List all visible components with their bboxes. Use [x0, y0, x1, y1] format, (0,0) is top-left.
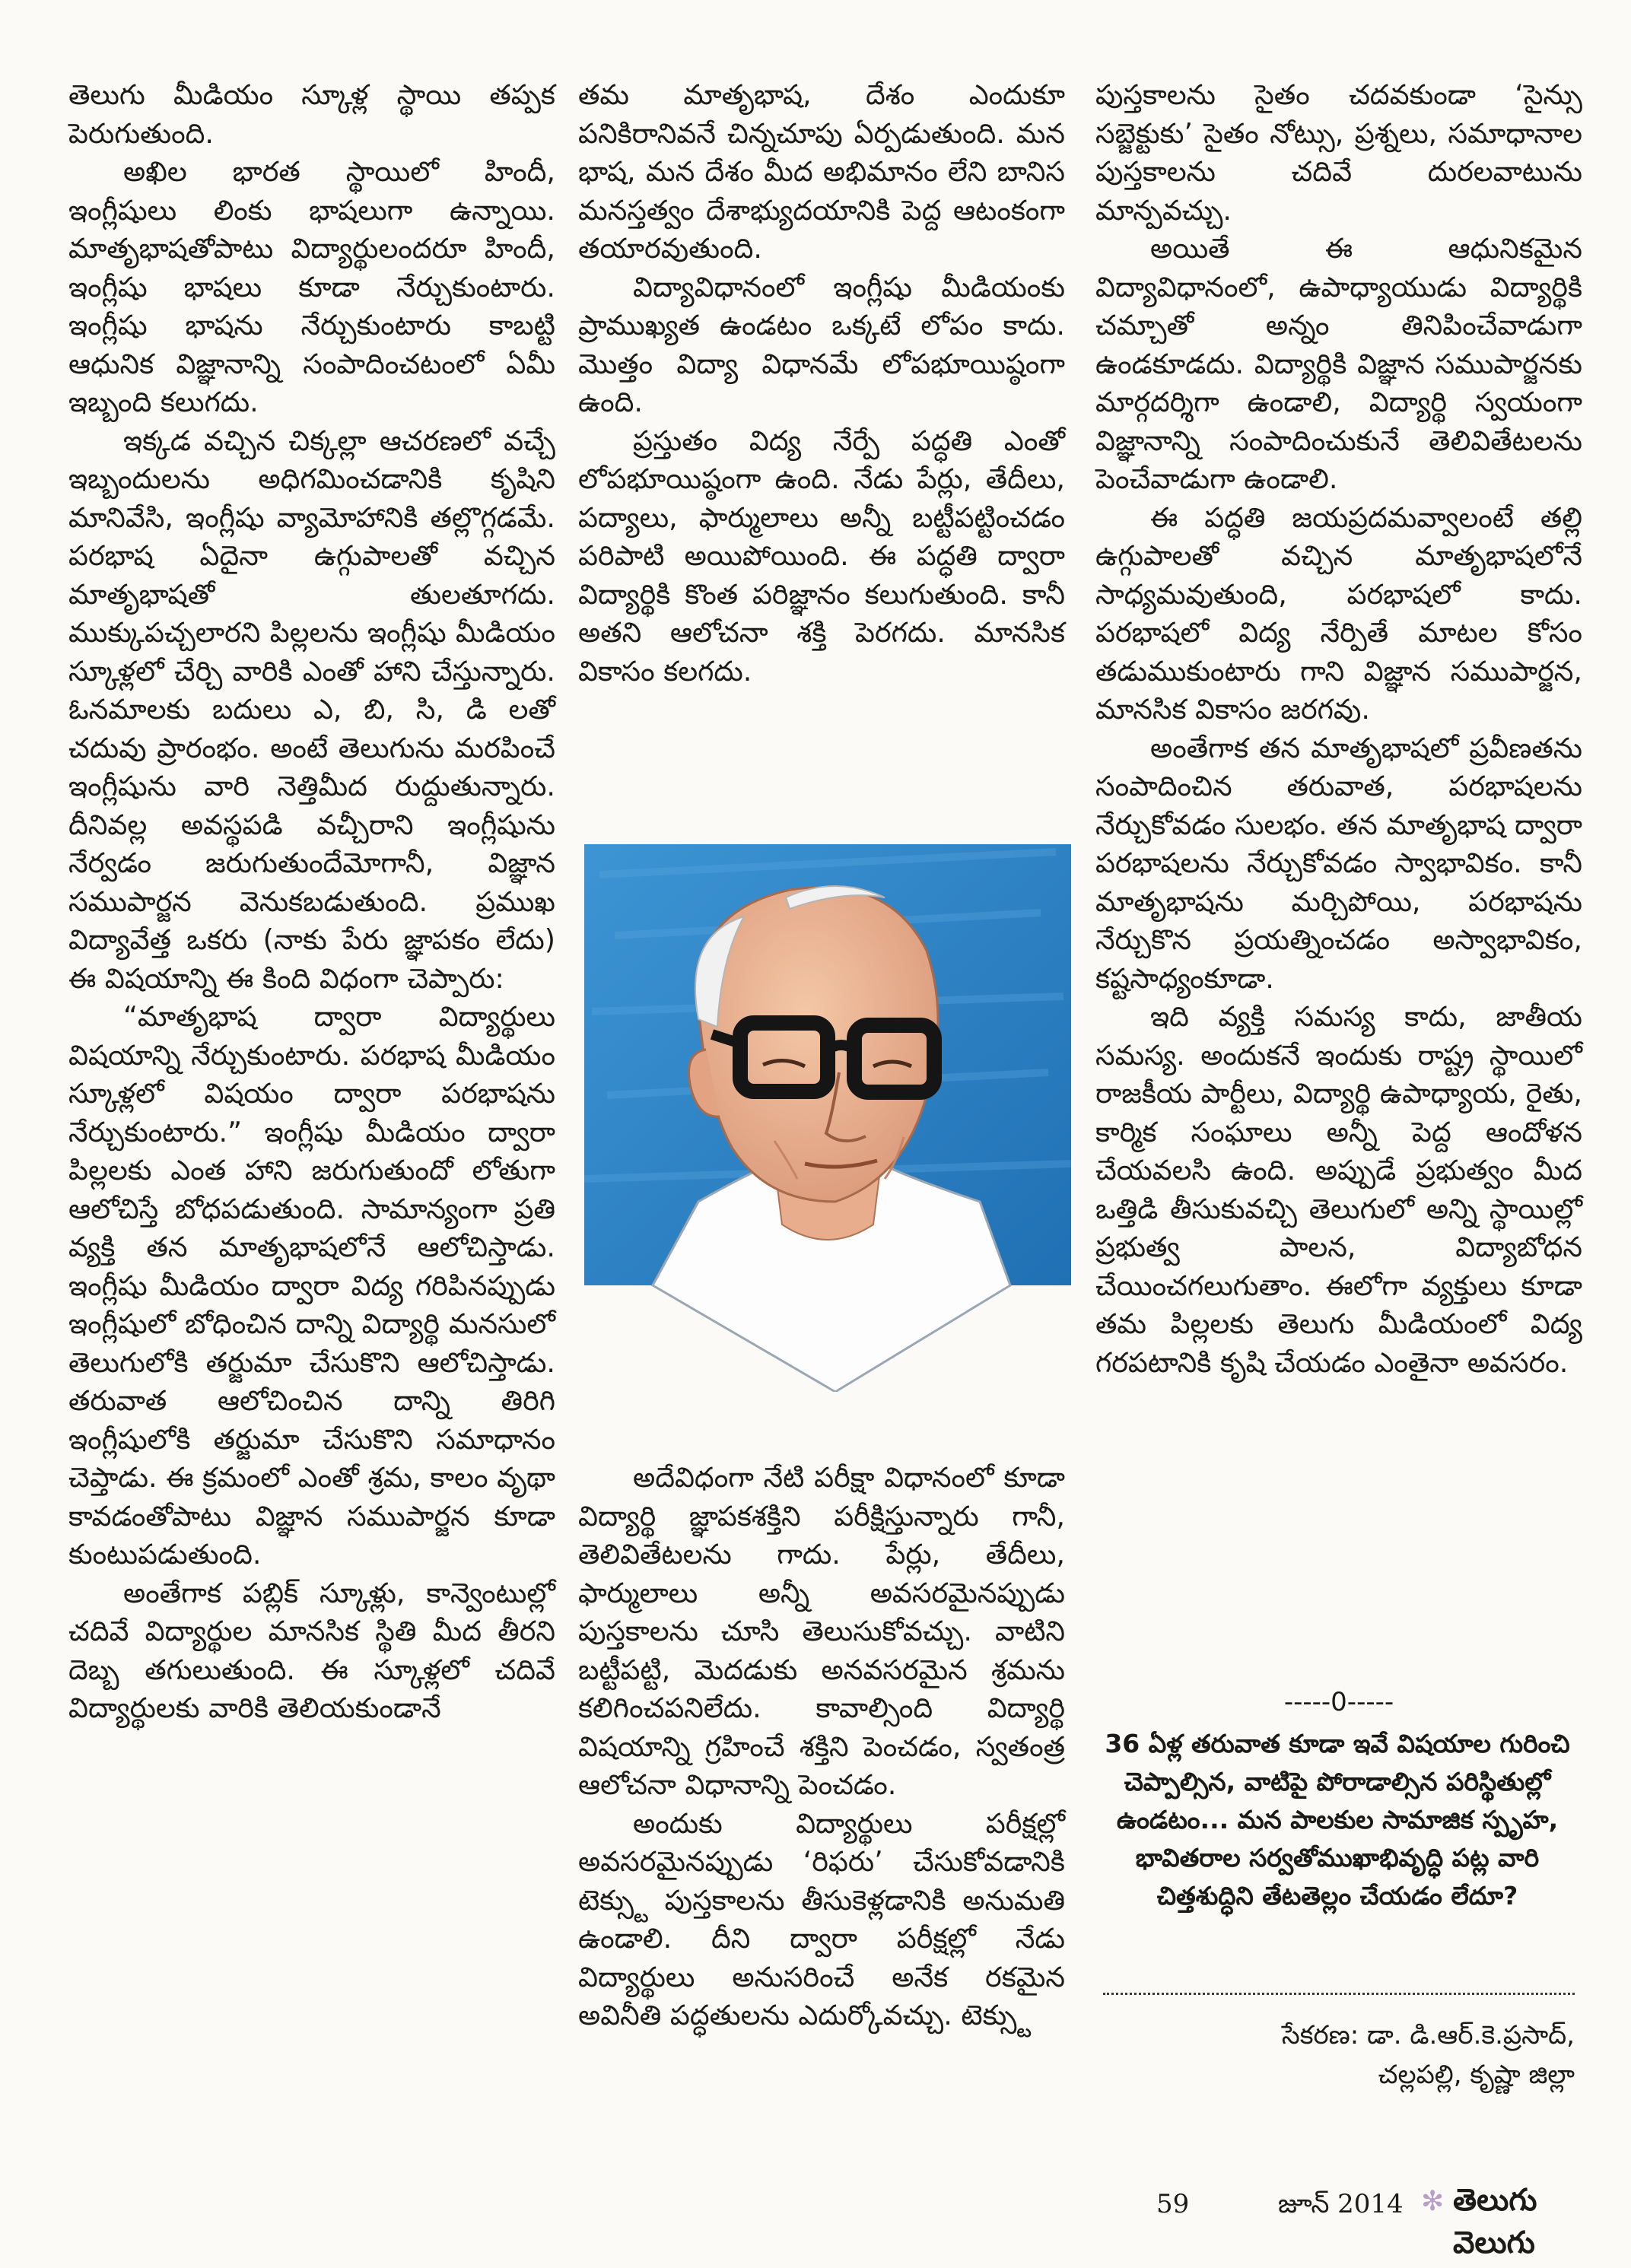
- credit-block: [1103, 2015, 1575, 2095]
- paragraph: అంతేగాక పబ్లిక్ స్కూళ్లు, కాన్వెంటుల్లో చదివే విద్యార్థుల మానసిక స్థితి మీద తీరని దెబ్బ తగులుతుంది. ఈ స్కూళ్లలో చదివే విద్యార్థులకు వారికి తెలియకుండానే: [68, 1576, 555, 1724]
- paragraph: “మాతృభాష ద్వారా విద్యార్థులు విషయాన్ని నేర్చుకుంటారు. పరభాష మీడియం స్కూళ్లలో విషయం ద్వారా పరభాషను నేర్చుకుంటారు.” ఇంగ్లీషు మీడియం ద్వారా పిల్లలకు ఎంత హాని జరుగుతుందో లోతుగా ఆలోచిస్తే బోధపడుతుంది. సామాన్యంగా ప్రతి వ్యక్తి తన మాతృభాషలోనే ఆలోచిస్తాడు. ఇంగ్లీషు మీడియం ద్వారా విద్య గరిపినప్పుడు ఇంగ్లీషులో బోధించిన దాన్ని విద్యార్థి మనసులో తెలుగులోకి తర్జుమా చేసుకొని ఆలోచిస్తాడు. తరువాత ఆలోచించిన దాన్ని తిరిగి ఇంగ్లీషులోకి తర్జుమా చేసుకొని సమాధానం చెప్తాడు. ఈ క్రమంలో ఎంతో శ్రమ, కాలం వృథా కావడంతోపాటు విజ్ఞాన సముపార్జన కూడా కుంటుపడుతుంది.: [68, 1000, 555, 1571]
- callout-rule: [1103, 1993, 1575, 1995]
- article-column-1: [68, 76, 555, 1728]
- paragraph: అయితే ఈ ఆధునికమైన విద్యావిధానంలో, ఉపాధ్యాయుడు విద్యార్థికి చమ్చాతో అన్నం తినిపించేవాడుగా ఉండకూడదు. విద్యార్థికి విజ్ఞాన సముపార్జనకు మార్గదర్శిగా ఉండాలి, విద్యార్థి స్వయంగా విజ్ఞానాన్ని సంపాదించుకునే తెలివితేటలను పెంచేవాడుగా ఉండాలి.: [1095, 232, 1582, 495]
- callout-box: 36 ఏళ్ల తరువాత కూడా ఇవే విషయాల గురించి చెప్పాల్సిన, వాటిపై పోరాడాల్సిన పరిస్థితుల్లో ఉండటం... మన పాలకుల సామాజిక స్పృహ, భావితరాల సర్వతోముఖాభివృద్ధి పట్ల వారి చిత్తశుద్ధిని తేటతెల్లం చేయడం లేదూ?: [1105, 1729, 1570, 1911]
- section-divider: -----0-----: [1283, 1687, 1394, 1717]
- paragraph: అంతేగాక తన మాతృభాషలో ప్రవీణతను సంపాదించిన తరువాత, పరభాషలను నేర్చుకోవడం సులభం. తన మాతృభాష ద్వారా పరభాషలను నేర్చుకోవడం స్వాభావికం. కానీ మాతృభాషను మర్చిపోయి, పరభాషను నేర్చుకొన ప్రయత్నించడం అస్వాభావికం, కష్టసాధ్యంకూడా.: [1095, 731, 1582, 995]
- page-number: 59: [1156, 2189, 1190, 2219]
- page-footer: [1095, 2183, 1598, 2260]
- paragraph: అఖిల భారత స్థాయిలో హిందీ, ఇంగ్లీషులు లింకు భాషలుగా ఉన్నాయి. మాతృభాషతోపాటు విద్యార్థులందరూ హిందీ, ఇంగ్లీషు భాషలు కూడా నేర్చుకుంటారు. ఇంగ్లీషు భాషను నేర్చుకుంటారు కాబట్టి ఆధునిక విజ్ఞానాన్ని సంపాదించటంలో ఏమీ ఇబ్బంది కలుగదు.: [68, 155, 555, 418]
- paragraph: అదేవిధంగా నేటి పరీక్షా విధానంలో కూడా విద్యార్థి జ్ఞాపకశక్తిని పరీక్షిస్తున్నారు గానీ, తెలివితేటలను గాదు. పేర్లు, తేదీలు, ఫార్ములాలు అన్నీ అవసరమైనప్పుడు పుస్తకాలను చూసి తెలుసుకోవచ్చు. వాటిని బట్టీపట్టి, మెదడుకు అనవసరమైన శ్రమను కలిగించపనిలేదు. కావాల్సింది విద్యార్థి విషయాన్ని గ్రహించే శక్తిని పెంచడం, స్వతంత్ర ఆలోచనా విధానాన్ని పెంచడం.: [578, 1461, 1065, 1801]
- flower-icon: ✻: [1421, 2186, 1445, 2217]
- paragraph: ఈ పద్ధతి జయప్రదమవ్వాలంటే తల్లి ఉగ్గుపాలతో వచ్చిన మాతృభాషలోనే సాధ్యమవుతుంది, పరభాషలో కాదు. పరభాషలో విద్య నేర్పితే మాటల కోసం తడుముకుంటారు గాని విజ్ఞాన సముపార్జన, మానసిక వికాసం జరగవు.: [1095, 500, 1582, 726]
- article-column-3: [1095, 76, 1582, 1382]
- portrait-illustration: [584, 844, 1071, 1392]
- portrait-drawing: [584, 844, 1071, 1392]
- paragraph: పుస్తకాలను సైతం చదవకుండా ‘సైన్సు సబ్జెక్టుకు’ సైతం నోట్సు, ప్రశ్నలు, సమాధానాల పుస్తకాలను చదివే దురలవాటును మాన్పవచ్చు.: [1095, 78, 1582, 227]
- paragraph: తమ మాతృభాష, దేశం ఎందుకూ పనికిరానివనే చిన్నచూపు ఏర్పడుతుంది. మన భాష, మన దేశం మీద అభిమానం లేని బానిస మనస్తత్వం దేశాభ్యుదయానికి పెద్ద ఆటంకంగా తయారవుతుంది.: [578, 78, 1065, 265]
- paragraph: ప్రస్తుతం విద్య నేర్పే పద్ధతి ఎంతో లోపభూయిష్ఠంగా ఉంది. నేడు పేర్లు, తేదీలు, పద్యాలు, ఫార్ములాలు అన్నీ బట్టీపట్టించడం పరిపాటి అయిపోయింది. ఈ పద్ధతి ద్వారా విద్యార్థికి కొంత పరిజ్ఞానం కలుగుతుంది. కానీ అతని ఆలోచనా శక్తి పెరగదు. మానసిక వికాసం కలగదు.: [578, 424, 1065, 688]
- article-column-2-lower: [578, 1459, 1065, 2035]
- article-column-2: [578, 76, 1065, 691]
- paragraph: విద్యావిధానంలో ఇంగ్లీషు మీడియంకు ప్రాముఖ్యత ఉండటం ఒక్కటే లోపం కాదు. మొత్తం విద్యా విధానమే లోపభూయిష్ఠంగా ఉంది.: [578, 270, 1065, 418]
- paragraph: తెలుగు మీడియం స్కూళ్ల స్థాయి తప్పక పెరుగుతుంది.: [68, 78, 555, 150]
- credit-line-location: చల్లపల్లి, కృష్ణా జిల్లా: [1378, 2060, 1575, 2090]
- paragraph: ఇది వ్యక్తి సమస్య కాదు, జాతీయ సమస్య. అందుకనే ఇందుకు రాష్ట్ర స్థాయిలో రాజకీయ పార్టీలు, విద్యార్థి ఉపాధ్యాయ, రైతు, కార్మిక సంఘాలు అన్నీ పెద్ద ఆందోళన చేయవలసి ఉంది. అప్పుడే ప్రభుత్వం మీద ఒత్తిడి తీసుకువచ్చి తెలుగులో అన్ని స్థాయిల్లో ప్రభుత్వ పాలన, విద్యాబోధన చేయించగలుగుతాం. ఈలోగా వ్యక్తులు కూడా తమ పిల్లలకు తెలుగు మీడియంలో విద్య గరపటానికి కృషి చేయడం ఎంతైనా అవసరం.: [1095, 1000, 1582, 1379]
- paragraph: ఇక్కడ వచ్చిన చిక్కల్లా ఆచరణలో వచ్చే ఇబ్బందులను అధిగమించడానికి కృషిని మానివేసి, ఇంగ్లీషు వ్యామోహానికి తల్లొగ్గడమే. పరభాష ఏదైనా ఉగ్గుపాలతో వచ్చిన మాతృభాషతో తులతూగదు. ముక్కుపచ్చలారని పిల్లలను ఇంగ్లీషు మీడియం స్కూళ్లలో చేర్చి వారికి ఎంతో హాని చేస్తున్నారు. ఓనమాలకు బదులు ఎ, బి, సి, డి లతో చదువు ప్రారంభం. అంటే తెలుగును మరపించే ఇంగ్లీషును వారి నెత్తిమీద రుద్దుతున్నారు. దీనివల్ల అవస్థపడి వచ్చీరాని ఇంగ్లీషును నేర్వడం జరుగుతుందేమోగానీ, విజ్ఞాన సముపార్జన వెనుకబడుతుంది. ప్రముఖ విద్యావేత్త ఒకరు (నాకు పేరు జ్ఞాపకం లేదు) ఈ విషయాన్ని ఈ కింది విధంగా చెప్పారు:: [68, 424, 555, 995]
- magazine-name: తెలుగు వెలుగు: [1453, 2183, 1537, 2260]
- issue-date: జూన్ 2014: [1278, 2189, 1404, 2219]
- paragraph: అందుకు విద్యార్థులు పరీక్షల్లో అవసరమైనప్పుడు ‘రిఫరు’ చేసుకోవడానికి టెక్స్టు పుస్తకాలను తీసుకెళ్లడానికి అనుమతి ఉండాలి. దీని ద్వారా పరీక్షల్లో నేడు విద్యార్థులు అనుసరించే అనేక రకమైన అవినీతి పద్ధతులను ఎదుర్కోవచ్చు. టెక్స్టు: [578, 1806, 1065, 2031]
- credit-line-collector: సేకరణ: డా. డి.ఆర్.కె.ప్రసాద్,: [1281, 2020, 1575, 2050]
